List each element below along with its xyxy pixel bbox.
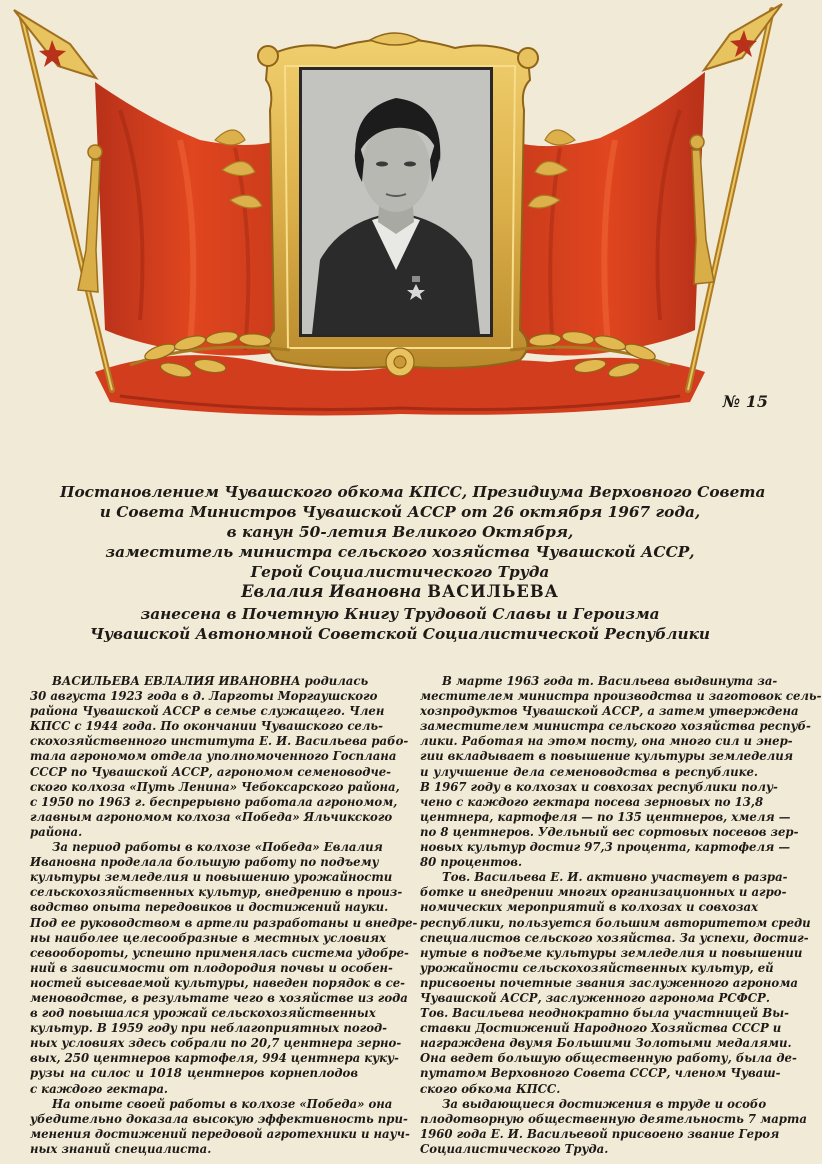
text-line: 30 августа 1923 года в д. Ларготы Моргаушского [30,689,378,704]
text-line: номических мероприятий в колхозах и совхозах [420,900,758,915]
text-line: нутые в подъеме культуры земледелия и повышении [420,945,803,960]
text-line: по 8 центнеров. Удельный вес сортовых посевов зер- [420,824,799,839]
text-line: района Чувашской АССР в семье служащего. Член [30,704,385,719]
honoree-surname: ВАСИЛЬЕВА [427,582,559,601]
text-line: ных знаний специалиста. [30,1141,212,1156]
text-line: вых, 250 центнеров картофеля, 994 центнера куку- [30,1051,399,1066]
text-line: КПСС с 1944 года. По окончании Чувашского сель- [30,719,383,734]
text-line: лики. Работая на этом посту, она много сил и энер- [420,734,793,749]
biography-column-right [420,674,822,1157]
text-line: Тов. Васильева неоднократно была участницей Вы- [420,1006,789,1021]
decree-line: Постановлением Чувашского обкома КПСС, Президиума Верховного Совета [60,483,766,501]
text-line: урожайности сельскохозяйственных культур, ей [420,960,774,975]
decree-line: в канун 50-летия Великого Октября, [226,523,574,541]
text-line: в год повышался урожай сельскохозяйственных [30,1006,376,1021]
page-number: № 15 [722,392,768,411]
text-line: с каждого гектара. [30,1081,168,1096]
text-line: меноводстве, в результате чего в хозяйстве из года [30,990,408,1005]
text-line: местителем министра производства и заготовок сель- [420,689,822,704]
honoree-given-name: Евлалия Ивановна [241,582,422,601]
text-line: тала агрономом отдела уполномоченного Госплана [30,749,397,764]
text-line: За период работы в колхозе «Победа» Евлалия [52,840,383,855]
portrait-figure [302,70,490,334]
text-line: заместителем министра сельского хозяйства респуб- [420,719,811,734]
decree-line: заместитель министра сельского хозяйства Чувашской АССР, [105,543,695,561]
text-line: рузы на силос и 1018 центнеров корнеплодов [30,1066,358,1081]
text-line: специалистов сельского хозяйства. За успехи, достиг- [420,930,809,945]
text-line: района. [30,824,83,839]
text-line: 80 процентов. [420,855,523,870]
text-line: с 1950 по 1963 г. беспрерывно работала агрономом, [30,794,398,809]
text-line: ны наиболее целесообразные в местных условиях [30,930,387,945]
text-line: ностей высеваемой культуры, наведен порядок в се- [30,975,405,990]
text-line: Тов. Васильева Е. И. активно участвует в разра- [442,870,788,885]
text-line: 1960 года Е. И. Васильевой присвоено звание Героя [420,1126,780,1141]
text-line: В марте 1963 года т. Васильева выдвинута за- [442,674,778,688]
text-line: За выдающиеся достижения в труде и особо [442,1096,767,1111]
text-line: ставки Достижений Народного Хозяйства СССР и [420,1021,782,1036]
text-line: культуры земледелия и повышению урожайности [30,870,393,885]
text-line: республики, пользуется большим авторитетом среди [420,915,811,930]
text-line: присвоены почетные звания заслуженного агронома [420,975,798,990]
text-line: ний в зависимости от плодородия почвы и особен- [30,960,393,975]
text-line: сельскохозяйственных культур, внедрению в произ- [30,885,403,900]
text-line: Социалистического Труда. [420,1141,609,1156]
text-line: водство опыта передовиков и достижений науки. [30,900,389,915]
text-line: культур. В 1959 году при неблагоприятных погод- [30,1021,387,1036]
right-tassel [692,150,714,284]
text-line: скохозяйственного института Е. И. Васильева рабо- [30,734,409,749]
text-line: ботке и внедрении многих организационных и агро- [420,885,787,900]
text-line: гии вкладывает в повышение культуры земледелия [420,749,793,764]
text-line: убедительно доказала высокую эффективность при- [30,1111,408,1126]
honoree-name [60,582,740,602]
decree-line: Чувашской Автономной Советской Социалистической Республики [89,625,711,643]
text-line: и улучшение дела семеноводства в республике. [420,764,758,779]
text-line: Ивановна проделала большую работу по подъему [30,855,379,870]
decree-line: и Совета Министров Чувашской АССР от 26 октября 1967 года, [99,503,701,521]
text-line: менения достижений передовой агротехники и науч- [30,1126,410,1141]
text-line: Под ее руководством в артели разработаны и внедре- [30,915,418,930]
biography-column-left [30,674,418,1157]
text-line: ВАСИЛЬЕВА ЕВЛАЛИЯ ИВАНОВНА родилась [52,674,369,688]
text-line: хозпродуктов Чувашской АССР, а затем утверждена [420,704,799,719]
text-line: центнера, картофеля — по 135 центнеров, хмеля — [420,809,791,824]
text-line: СССР по Чувашской АССР, агрономом семеноводче- [30,764,392,779]
decree-line: Герой Социалистического Труда [250,563,550,581]
text-line: новых культур достиг 97,3 процента, картофеля — [420,840,791,855]
text-line: Чувашской АССР, заслуженного агронома РСФСР. [420,990,770,1005]
text-line: ского обкома КПСС. [420,1081,561,1096]
text-line: Она ведет большую общественную работу, была де- [420,1051,797,1066]
text-line: ского колхоза «Путь Ленина» Чебоксарского района, [30,779,400,794]
text-line: главным агрономом колхоза «Победа» Яльчикского [30,809,393,824]
text-line: путатом Верховного Совета СССР, членом Чуваш- [420,1066,781,1081]
text-line: На опыте своей работы в колхозе «Победа» она [52,1096,393,1111]
text-line: ных условиях здесь собрали по 20,7 центнера зерно- [30,1036,402,1051]
text-line: севообороты, успешно применялась система удобре- [30,945,409,960]
portrait-photo [302,70,490,334]
text-line: В 1967 году в колхозах и совхозах республики полу- [420,779,778,794]
text-line: чено с каждого гектара посева зерновых по 13,8 [420,794,764,809]
decree-line: занесена в Почетную Книгу Трудовой Славы и Героизма [140,605,660,623]
text-line: награждена двумя Большими Золотыми медалями. [420,1036,792,1051]
text-line: плодотворную общественную деятельность 7 марта [420,1111,807,1126]
decree-text [60,482,766,644]
left-tassel [78,160,100,292]
